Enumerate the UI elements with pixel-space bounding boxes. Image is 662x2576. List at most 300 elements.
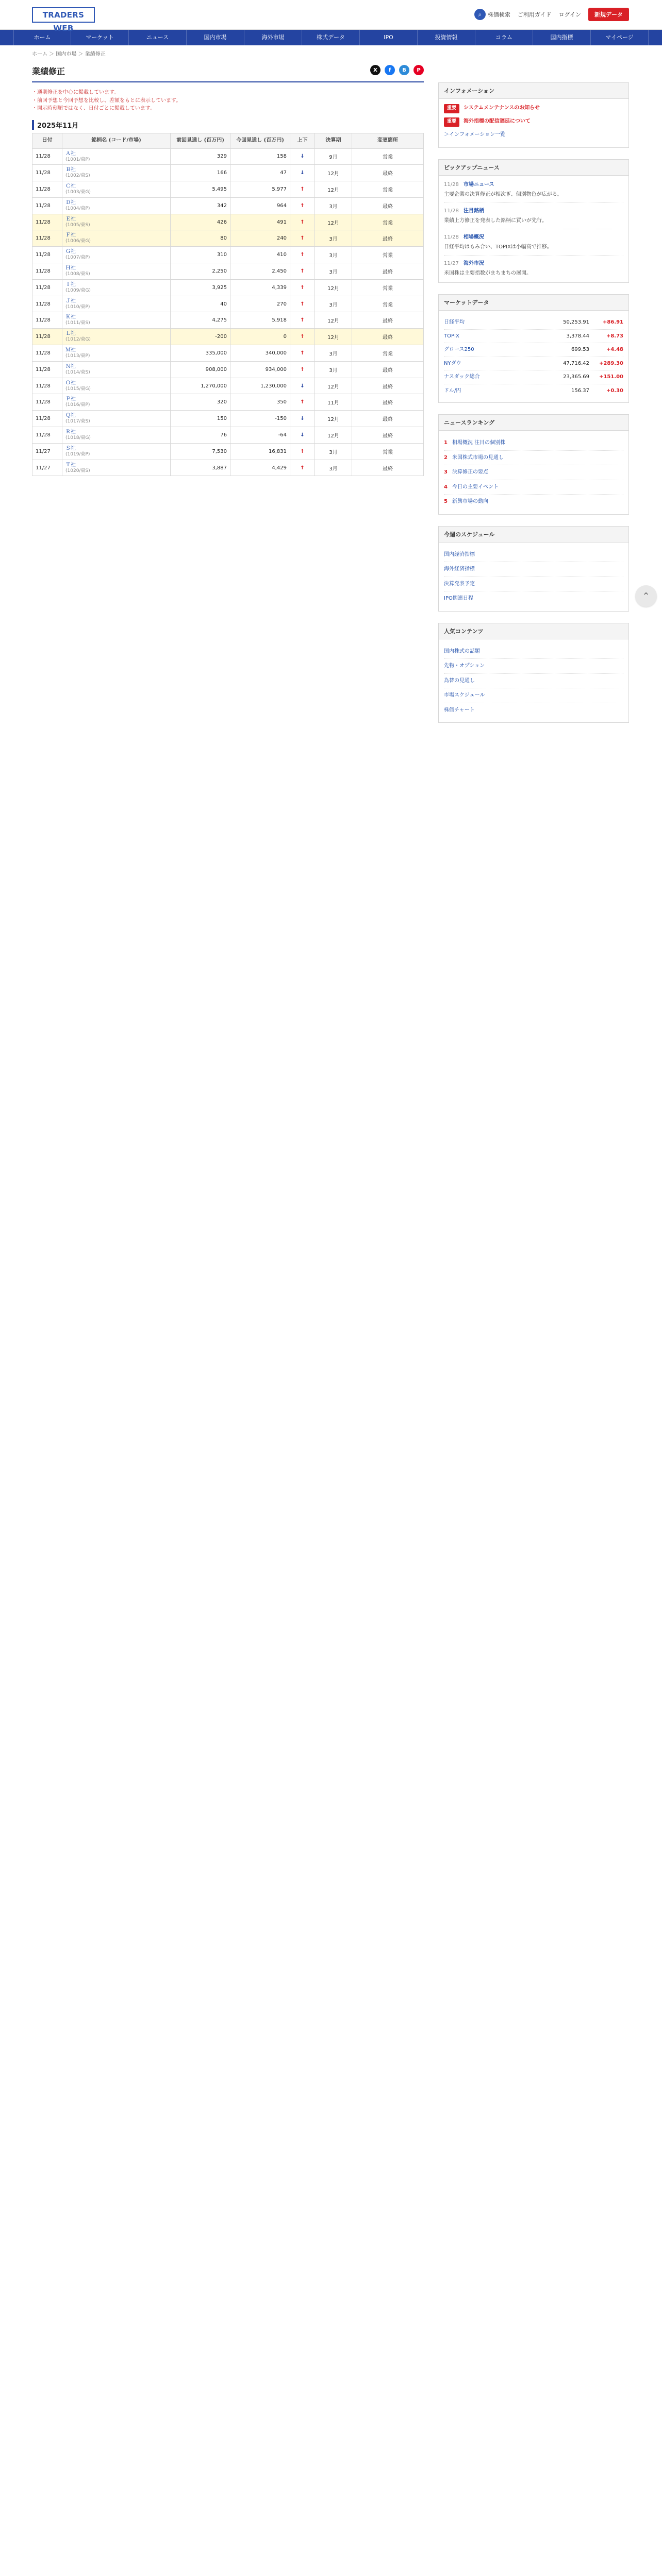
revision-change-item: 最終 [352, 312, 424, 329]
revision-date: 11/28 [32, 411, 62, 427]
market-change: +8.73 [606, 333, 623, 339]
nav-news[interactable]: ニュース [129, 30, 187, 45]
revision-after-value: 16,831 [230, 443, 290, 460]
revision-after-value: 5,977 [230, 181, 290, 198]
revision-stock-cell [62, 279, 171, 296]
revision-before-value: 76 [171, 427, 230, 444]
revision-direction: ↑ [290, 443, 315, 460]
revision-before-value: 7,530 [171, 443, 230, 460]
main-navigation [0, 30, 662, 45]
revision-direction: ↑ [290, 181, 315, 198]
revision-stock-name[interactable]: Ｑ社 [65, 413, 76, 419]
ranking-item[interactable] [444, 465, 623, 480]
revision-stock-code: (1020/東S) [65, 468, 90, 473]
revision-fiscal-term: 3月 [315, 247, 352, 263]
news-time: 11/28 [444, 182, 459, 188]
revision-fiscal-term: 12月 [315, 214, 352, 230]
revision-change-item: 最終 [352, 460, 424, 476]
revision-fiscal-term: 12月 [315, 329, 352, 345]
ranking-number: 4 [444, 484, 448, 490]
news-title: 注目銘柄 [464, 208, 485, 214]
revision-row[interactable] [32, 411, 424, 427]
revision-stock-name[interactable]: Ｆ社 [65, 232, 76, 239]
revision-before-value: 80 [171, 230, 230, 247]
revision-after-value: 270 [230, 296, 290, 312]
content-item[interactable]: 先物・オプション [444, 659, 623, 674]
ranking-title: 決算修正の要点 [452, 469, 488, 476]
revision-stock-code: (1008/東S) [65, 272, 90, 277]
revision-stock-name[interactable]: Ｍ社 [65, 347, 76, 353]
date-column-header: 日付 [32, 133, 62, 148]
news-description: 業績上方修正を発表した銘柄に買いが先行。 [444, 217, 547, 224]
signup-button[interactable]: 新規データ [588, 8, 629, 21]
schedule-item[interactable]: 決算発表予定 [444, 577, 623, 592]
revision-date: 11/28 [32, 361, 62, 378]
revision-stock-code: (1005/東S) [65, 222, 90, 228]
content-item[interactable]: 市場スケジュール [444, 688, 623, 703]
revision-stock-code: (1001/東P) [65, 157, 90, 162]
login-link[interactable]: ログイン [558, 11, 581, 18]
notice-line: ・開示時刻順ではなく、日付ごとに掲載しています。 [32, 106, 155, 111]
revision-stock-name[interactable]: Ｅ社 [65, 216, 76, 222]
schedule-item[interactable]: 国内経済指標 [444, 548, 623, 563]
nav-column[interactable]: コラム [475, 30, 533, 45]
revision-change-item: 最終 [352, 230, 424, 247]
revision-direction: ↑ [290, 296, 315, 312]
ranking-item[interactable] [444, 436, 623, 451]
market-name: TOPIX [444, 333, 459, 339]
revision-direction: ↑ [290, 460, 315, 476]
nav-overseas-market[interactable]: 海外市場 [244, 30, 302, 45]
revision-stock-cell [62, 411, 171, 427]
revision-date: 11/28 [32, 247, 62, 263]
nav-ipo[interactable]: IPO [360, 30, 418, 45]
market-data-list [439, 311, 628, 402]
revision-before-value: 5,495 [171, 181, 230, 198]
revision-direction: ↓ [290, 427, 315, 444]
revision-stock-name[interactable]: Ｔ社 [65, 462, 76, 468]
revision-change-item: 最終 [352, 165, 424, 181]
revision-change-item: 最終 [352, 263, 424, 280]
revision-direction: ↑ [290, 329, 315, 345]
revision-date: 11/28 [32, 312, 62, 329]
revision-stock-name[interactable]: Ｌ社 [65, 331, 76, 337]
revision-change-item: 最終 [352, 197, 424, 214]
stock-search-label: 株価検索 [487, 11, 510, 18]
revision-stock-cell [62, 394, 171, 411]
revision-stock-name[interactable]: Ｇ社 [65, 249, 76, 255]
revision-change-item: 最終 [352, 427, 424, 444]
nav-market[interactable]: マーケット [71, 30, 129, 45]
scroll-to-top-button[interactable] [635, 585, 657, 607]
page-title: 業績修正 [32, 66, 65, 76]
nav-mypage[interactable]: マイページ [591, 30, 649, 45]
revision-fiscal-term: 3月 [315, 263, 352, 280]
revision-stock-cell [62, 427, 171, 444]
month-section-label: 2025年11月 [32, 120, 424, 130]
revision-after-value: 350 [230, 394, 290, 411]
revision-after-value: 491 [230, 214, 290, 230]
revision-row[interactable] [32, 296, 424, 312]
market-change: +289.30 [599, 360, 623, 366]
revision-date: 11/28 [32, 165, 62, 181]
news-ranking-list [439, 431, 628, 514]
revision-row[interactable] [32, 230, 424, 247]
revision-before-value: 166 [171, 165, 230, 181]
pickup-news-item[interactable] [444, 233, 623, 256]
revision-before-value: 40 [171, 296, 230, 312]
x-share-icon[interactable]: X [370, 65, 380, 75]
revision-before-value: 329 [171, 148, 230, 165]
revision-before-value: 150 [171, 411, 230, 427]
revision-stock-cell [62, 361, 171, 378]
revision-stock-name[interactable]: Ｏ社 [65, 380, 76, 386]
revision-fiscal-term: 3月 [315, 197, 352, 214]
schedule-item[interactable]: 海外経済指標 [444, 562, 623, 577]
ranking-title: 今日の主要イベント [452, 484, 499, 490]
revision-stock-cell [62, 345, 171, 362]
revision-direction: ↓ [290, 148, 315, 165]
market-change: +151.00 [599, 374, 623, 380]
revision-stock-code: (1013/東P) [65, 353, 90, 359]
weekly-schedule-title: 今週のスケジュール [439, 527, 628, 543]
revision-after-value: 2,450 [230, 263, 290, 280]
ranking-title: 米国株式市場の見通し [452, 454, 504, 461]
revision-change-item: 営業 [352, 443, 424, 460]
revision-change-item: 営業 [352, 279, 424, 296]
revision-change-item: 最終 [352, 329, 424, 345]
revision-stock-name[interactable]: Ｓ社 [65, 445, 76, 451]
pickup-news-item[interactable] [444, 260, 623, 277]
revision-row[interactable] [32, 197, 424, 214]
market-row[interactable] [444, 370, 623, 384]
ranking-item[interactable] [444, 495, 623, 509]
revision-stock-code: (1010/東P) [65, 304, 90, 310]
revision-change-item: 営業 [352, 148, 424, 165]
revision-row[interactable] [32, 312, 424, 329]
revision-change-item: 最終 [352, 378, 424, 394]
revision-change-item: 最終 [352, 394, 424, 411]
revision-before-value: 908,000 [171, 361, 230, 378]
revision-direction: ↑ [290, 197, 315, 214]
revision-direction: ↑ [290, 312, 315, 329]
revision-row[interactable] [32, 263, 424, 280]
revision-stock-name[interactable]: Ｊ社 [65, 298, 76, 304]
market-row[interactable] [444, 316, 623, 330]
revision-change-item: 営業 [352, 181, 424, 198]
information-body [439, 99, 628, 147]
market-change: +86.91 [602, 319, 623, 326]
revision-fiscal-term: 3月 [315, 296, 352, 312]
revision-date: 11/28 [32, 181, 62, 198]
pickup-news-item[interactable] [444, 207, 623, 229]
right-sidebar [438, 82, 629, 1216]
revision-row[interactable] [32, 165, 424, 181]
news-title: 市場ニュース [464, 182, 494, 188]
revision-change-item: 営業 [352, 296, 424, 312]
revision-stock-cell [62, 443, 171, 460]
revision-row[interactable] [32, 148, 424, 165]
revision-direction: ↑ [290, 361, 315, 378]
revision-direction: ↓ [290, 411, 315, 427]
revision-stock-cell [62, 329, 171, 345]
stock-search-button[interactable] [474, 9, 510, 20]
revision-stock-code: (1018/東G) [65, 435, 91, 441]
market-row[interactable] [444, 357, 623, 371]
user-guide-link[interactable]: ご利用ガイド [517, 11, 552, 18]
notice-line: ・通期修正を中心に掲載しています。 [32, 90, 120, 95]
news-time: 11/27 [444, 261, 459, 267]
revision-stock-name[interactable]: Ｋ社 [65, 314, 76, 320]
revision-stock-name[interactable]: Ｐ社 [65, 396, 76, 402]
revision-stock-cell [62, 263, 171, 280]
revision-stock-name[interactable]: Ｎ社 [65, 363, 76, 369]
revision-change-item: 最終 [352, 411, 424, 427]
revision-row[interactable] [32, 394, 424, 411]
revision-after-value: 1,230,000 [230, 378, 290, 394]
content-item[interactable]: 株価チャート [444, 707, 475, 713]
revision-fiscal-term: 12月 [315, 378, 352, 394]
revision-row[interactable] [32, 329, 424, 345]
revision-fiscal-term: 12月 [315, 411, 352, 427]
revision-direction: ↑ [290, 247, 315, 263]
revision-stock-code: (1002/東S) [65, 173, 90, 179]
revision-direction: ↑ [290, 279, 315, 296]
revision-after-value: 4,339 [230, 279, 290, 296]
market-name: ナスダック総合 [444, 374, 480, 380]
revision-fiscal-term: 3月 [315, 361, 352, 378]
ranking-title: 相場概況 注目の個別株 [452, 440, 506, 446]
revision-after-value: 410 [230, 247, 290, 263]
search-icon: ⌕ [474, 9, 486, 20]
revision-stock-name[interactable]: Ｒ社 [65, 429, 76, 435]
pickup-news-item[interactable] [444, 181, 623, 203]
revision-stock-cell [62, 460, 171, 476]
revision-change-item: 最終 [352, 361, 424, 378]
pocket-share-icon[interactable]: P [413, 65, 424, 75]
revision-change-item: 営業 [352, 214, 424, 230]
revision-stock-cell [62, 197, 171, 214]
revision-date: 11/28 [32, 296, 62, 312]
revision-row[interactable] [32, 378, 424, 394]
earnings-revision-table [32, 133, 424, 477]
revision-stock-code: (1012/東G) [65, 337, 91, 343]
revision-before-value: -200 [171, 329, 230, 345]
main-content [32, 62, 424, 2576]
information-alert[interactable] [444, 104, 623, 113]
nav-home[interactable]: ホーム [13, 30, 71, 45]
weekly-schedule-list [439, 543, 628, 611]
revision-row[interactable] [32, 361, 424, 378]
revision-stock-code: (1007/東P) [65, 255, 90, 261]
revision-stock-cell [62, 312, 171, 329]
revision-stock-code: (1003/東G) [65, 190, 91, 195]
market-name: グロース250 [444, 347, 474, 353]
market-value: 50,253.91 [563, 319, 589, 326]
notice-line: ・前回予想と今回予想を比較し、差額をもとに表示しています。 [32, 97, 181, 104]
fiscal-term-column-header: 決算期 [315, 133, 352, 148]
news-ranking-box [438, 414, 629, 515]
nav-domestic-market[interactable]: 国内市場 [187, 30, 244, 45]
ranking-title: 新興市場の動向 [452, 499, 488, 505]
table-header-row [32, 133, 424, 148]
revision-after-value: 240 [230, 230, 290, 247]
revision-fiscal-term: 3月 [315, 230, 352, 247]
revision-direction: ↑ [290, 345, 315, 362]
pickup-news-list [439, 176, 628, 282]
revision-before-value: 335,000 [171, 345, 230, 362]
information-box [438, 82, 629, 148]
market-data-box [438, 294, 629, 403]
market-value: 3,378.44 [566, 333, 589, 339]
revision-stock-name[interactable]: Ｄ社 [65, 199, 76, 206]
social-share-icons [370, 65, 424, 75]
market-name: 日経平均 [444, 319, 465, 326]
revision-stock-code: (1004/東P) [65, 206, 90, 211]
ranking-number: 2 [444, 454, 448, 461]
revision-after-value: 0 [230, 329, 290, 345]
alert-text: システムメンテナンスのお知らせ [464, 105, 540, 111]
revision-stock-code: (1019/東P) [65, 451, 90, 457]
revision-row[interactable] [32, 181, 424, 198]
revision-row[interactable] [32, 214, 424, 230]
revision-after-value: -64 [230, 427, 290, 444]
revision-fiscal-term: 11月 [315, 394, 352, 411]
revision-after-value: 158 [230, 148, 290, 165]
news-description: 主要企業の決算修正が相次ぎ、個別物色が広がる。 [444, 191, 562, 197]
revision-stock-cell [62, 214, 171, 230]
news-time: 11/28 [444, 208, 459, 214]
revision-date: 11/27 [32, 460, 62, 476]
breadcrumb: ホーム ＞ 国内市場 ＞ 業績修正 [32, 52, 106, 57]
revision-row[interactable] [32, 460, 424, 476]
revision-fiscal-term: 12月 [315, 165, 352, 181]
revision-fiscal-term: 9月 [315, 148, 352, 165]
revision-stock-name[interactable]: Ｈ社 [65, 265, 76, 272]
revision-date: 11/28 [32, 329, 62, 345]
revision-before-value: 3,887 [171, 460, 230, 476]
revision-fiscal-term: 3月 [315, 443, 352, 460]
market-change: +4.48 [606, 347, 623, 353]
hatena-share-icon[interactable]: B [399, 65, 409, 75]
header-actions [474, 8, 629, 21]
revision-stock-code: (1011/東S) [65, 320, 90, 326]
alert-badge: 重要 [444, 117, 459, 127]
market-value: 156.37 [571, 387, 589, 394]
news-description: 米国株は主要指数がまちまちの展開。 [444, 270, 532, 276]
revision-date: 11/28 [32, 263, 62, 280]
information-title: インフォメーション [439, 83, 628, 99]
revision-date: 11/28 [32, 394, 62, 411]
revision-direction: ↑ [290, 394, 315, 411]
information-list-link[interactable]: ＞インフォメーション一覧 [444, 131, 506, 138]
alert-text: 海外指標の配信遅延について [464, 118, 531, 124]
news-time: 11/28 [444, 234, 459, 241]
ranking-number: 5 [444, 499, 448, 505]
facebook-share-icon[interactable]: f [385, 65, 395, 75]
revision-stock-name[interactable]: Ｂ社 [65, 167, 76, 173]
market-row[interactable] [444, 343, 623, 357]
stock-column-header: 銘柄名 (コード/市場) [62, 133, 171, 148]
revision-direction: ↓ [290, 165, 315, 181]
revision-stock-name[interactable]: Ｉ社 [65, 281, 76, 287]
revision-fiscal-term: 12月 [315, 279, 352, 296]
revision-stock-cell [62, 181, 171, 198]
revision-direction: ↓ [290, 378, 315, 394]
revision-date: 11/28 [32, 148, 62, 165]
revision-fiscal-term: 12月 [315, 427, 352, 444]
news-description: 日経平均はもみ合い、TOPIXは小幅高で推移。 [444, 244, 552, 250]
revision-after-value: 934,000 [230, 361, 290, 378]
market-name: ドル/円 [444, 387, 461, 394]
revision-after-value: -150 [230, 411, 290, 427]
content-item[interactable]: 国内株式の話題 [444, 645, 623, 659]
revision-row[interactable] [32, 443, 424, 460]
revision-stock-code: (1017/東S) [65, 419, 90, 425]
revision-before-value: 1,270,000 [171, 378, 230, 394]
ranking-item[interactable] [444, 451, 623, 466]
market-name: NYダウ [444, 360, 461, 366]
revision-fiscal-term: 12月 [315, 181, 352, 198]
revision-stock-name[interactable]: Ａ社 [65, 150, 76, 157]
revision-before-value: 4,275 [171, 312, 230, 329]
information-alert[interactable] [444, 117, 623, 127]
revision-row[interactable] [32, 427, 424, 444]
revision-direction: ↑ [290, 230, 315, 247]
revision-stock-code: (1016/東P) [65, 402, 90, 408]
direction-column-header: 上下 [290, 133, 315, 148]
revision-row[interactable] [32, 279, 424, 296]
revision-direction: ↑ [290, 214, 315, 230]
revision-stock-code: (1014/東S) [65, 369, 90, 375]
revision-stock-name[interactable]: Ｃ社 [65, 183, 76, 190]
nav-indicators[interactable]: 国内指標 [533, 30, 591, 45]
ranking-number: 3 [444, 469, 448, 476]
revision-after-value: 4,429 [230, 460, 290, 476]
revision-date: 11/28 [32, 214, 62, 230]
revision-row[interactable] [32, 247, 424, 263]
revision-date: 11/28 [32, 197, 62, 214]
ranking-item[interactable] [444, 480, 623, 495]
revision-date: 11/28 [32, 345, 62, 362]
revision-date: 11/28 [32, 230, 62, 247]
weekly-schedule-box [438, 526, 629, 612]
pickup-news-box [438, 159, 629, 283]
nav-stock-data[interactable]: 株式データ [302, 30, 360, 45]
news-ranking-title: ニュースランキング [439, 415, 628, 431]
revision-before-value: 310 [171, 247, 230, 263]
alert-badge: 重要 [444, 104, 459, 113]
market-value: 699.53 [571, 347, 589, 353]
popular-contents-box [438, 623, 629, 723]
revision-row[interactable] [32, 345, 424, 362]
schedule-item[interactable]: IPO関連日程 [444, 596, 473, 602]
market-row[interactable] [444, 330, 623, 344]
nav-investment-info[interactable]: 投資情報 [418, 30, 475, 45]
market-data-title: マーケットデータ [439, 295, 628, 311]
previous-forecast-column-header: 前回見通し (百万円) [171, 133, 230, 148]
revision-before-value: 320 [171, 394, 230, 411]
revision-stock-code: (1009/東G) [65, 287, 91, 293]
market-row[interactable] [444, 384, 623, 398]
revision-stock-cell [62, 165, 171, 181]
site-logo[interactable]: TRADERS WEB [32, 7, 95, 23]
revision-change-item: 営業 [352, 247, 424, 263]
revision-direction: ↑ [290, 263, 315, 280]
market-value: 47,716.42 [563, 360, 589, 366]
content-item[interactable]: 為替の見通し [444, 674, 623, 689]
market-change: +0.30 [606, 387, 623, 394]
